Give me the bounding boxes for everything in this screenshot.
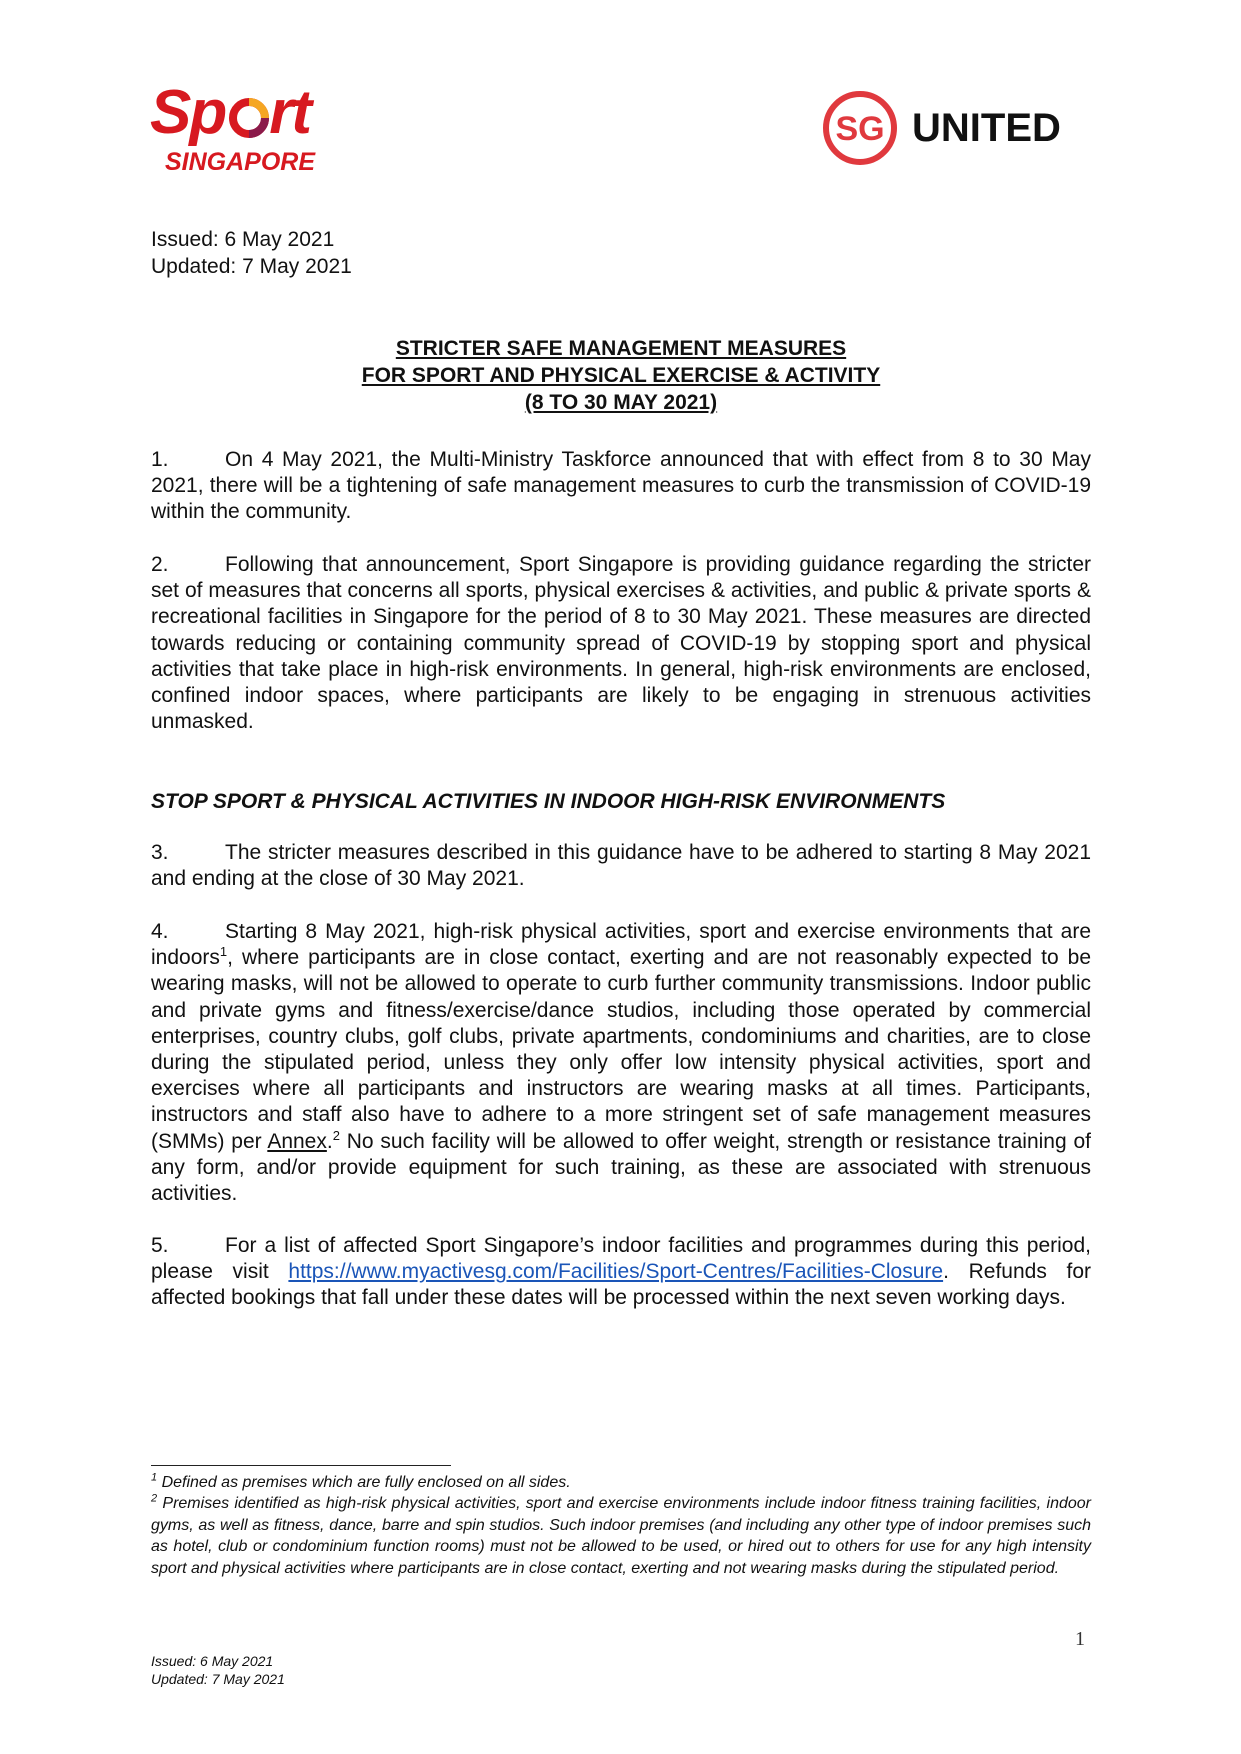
sport-logo-word: Sp rt xyxy=(150,78,311,147)
page-footer xyxy=(151,1652,285,1688)
paragraph-text: On 4 May 2021, the Multi-Ministry Taskforce announced that with effect from 8 to 30 May 2021, there will be a tightening of safe management measures to curb the transmission of COVID-19 within the community. xyxy=(151,448,1091,524)
paragraph-text: , where participants are in close contact, exerting and are not reasonably expected to be wearing masks, will not be allowed to operate to curb further community transmissions. Indoor public and private gyms and fitness/exercise/dance studios, including those operated by commercial enterprises, country clubs, golf clubs, private apartments, condominiums and charities, are to close during the stipulated period, unless they only offer low intensity physical activities, sport and exercises where all participants and instructors are wearing masks at all times. Participants, instructors and staff also have to adhere to a more stringent set of safe management measures (SMMs) per xyxy=(151,946,1091,1153)
facilities-closure-link[interactable]: https://www.myactivesg.com/Facilities/Sport-Centres/Facilities-Closure xyxy=(288,1260,944,1284)
paragraph-text: . xyxy=(326,1129,333,1153)
footnote-mark: 1 xyxy=(151,1471,158,1484)
title-line-1: STRICTER SAFE MANAGEMENT MEASURES xyxy=(395,337,847,360)
paragraph-text: . Refunds for affected bookings that fall under these dates will be processed within the next seven working days. xyxy=(151,1260,1092,1310)
sg-united-word: UNITED xyxy=(912,106,1061,150)
footnote-1 xyxy=(151,1472,1091,1494)
title-line-3: (8 TO 30 MAY 2021) xyxy=(524,391,718,414)
paragraph-number: 1. xyxy=(151,448,169,471)
issued-date: Issued: 6 May 2021 xyxy=(151,228,335,251)
paragraph-5 xyxy=(151,1233,1091,1312)
issue-dates xyxy=(151,226,352,280)
paragraph-text: No such facility will be allowed to offer weight, strength or resistance training of any form, and/or provide equipment for such training, as these are associated with strenuous activities. xyxy=(151,1129,1091,1206)
paragraph-number: 3. xyxy=(151,841,169,864)
paragraph-2 xyxy=(151,552,1091,735)
section-heading: STOP SPORT & PHYSICAL ACTIVITIES IN INDOOR HIGH-RISK ENVIRONMENTS xyxy=(151,790,946,813)
footer-updated: Updated: 7 May 2021 xyxy=(151,1671,285,1687)
title-line-2: FOR SPORT AND PHYSICAL EXERCISE & ACTIVITY xyxy=(361,364,881,387)
footnote-2 xyxy=(151,1493,1091,1579)
footer-issued: Issued: 6 May 2021 xyxy=(151,1653,274,1669)
updated-date: Updated: 7 May 2021 xyxy=(151,255,352,278)
paragraph-1 xyxy=(151,447,1091,526)
footnote-divider xyxy=(151,1465,451,1466)
paragraph-3 xyxy=(151,840,1091,892)
sport-logo-subtitle: SINGAPORE xyxy=(165,148,316,176)
paragraph-text: For a list of affected Sport Singapore’s indoor facilities and programmes during this period, please visit xyxy=(151,1234,1091,1284)
paragraph-text: Starting 8 May 2021, high-risk physical activities, sport and exercise environments that are indoors xyxy=(151,920,1091,970)
paragraph-number: 5. xyxy=(151,1234,169,1257)
footnote-text: Defined as premises which are fully enclosed on all sides. xyxy=(157,1474,571,1491)
paragraph-text: Following that announcement, Sport Singapore is providing guidance regarding the stricter set of measures that concerns all sports, physical exercises & activities, and public & private sports & recreational facilities in Singapore for the period of 8 to 30 May 2021. These measures are directed towards reducing or containing community spread of COVID-19 by stopping sport and physical activities that take place in high-risk environments. In general, high-risk environments are enclosed, confined indoor spaces, where participants are likely to be engaging in strenuous activities unmasked. xyxy=(151,553,1091,734)
paragraph-text: The stricter measures described in this guidance have to be adhered to starting 8 May 2021 and ending at the close of 30 May 2021. xyxy=(151,841,1091,891)
sg-circle-icon xyxy=(820,88,900,168)
paragraph-number: 2. xyxy=(151,553,169,576)
footnote-text: Premises identified as high-risk physical activities, sport and exercise environments include indoor fitness training facilities, indoor gyms, as well as fitness, dance, barre and spin studios. Such indoor premises (and including any other type of indoor premises such as hotel, club or condominium function rooms) must not be allowed to be used, or hired out to others for use for any high intensity sport and physical activities where participants are in close contact, exerting and not wearing masks during the stipulated period. xyxy=(151,1495,1091,1577)
paragraph-4 xyxy=(151,919,1091,1207)
paragraph-number: 4. xyxy=(151,920,169,943)
footnote-ref-2[interactable]: 2 xyxy=(332,1127,340,1143)
sg-mark-text: SG xyxy=(835,110,885,148)
footnote-mark: 2 xyxy=(151,1492,158,1505)
sg-united-logo xyxy=(820,88,1090,168)
footnote-ref-1[interactable]: 1 xyxy=(219,944,228,960)
annex-link[interactable]: Annex xyxy=(267,1129,327,1153)
page-number: 1 xyxy=(1075,1628,1085,1650)
sport-singapore-logo xyxy=(150,78,340,178)
